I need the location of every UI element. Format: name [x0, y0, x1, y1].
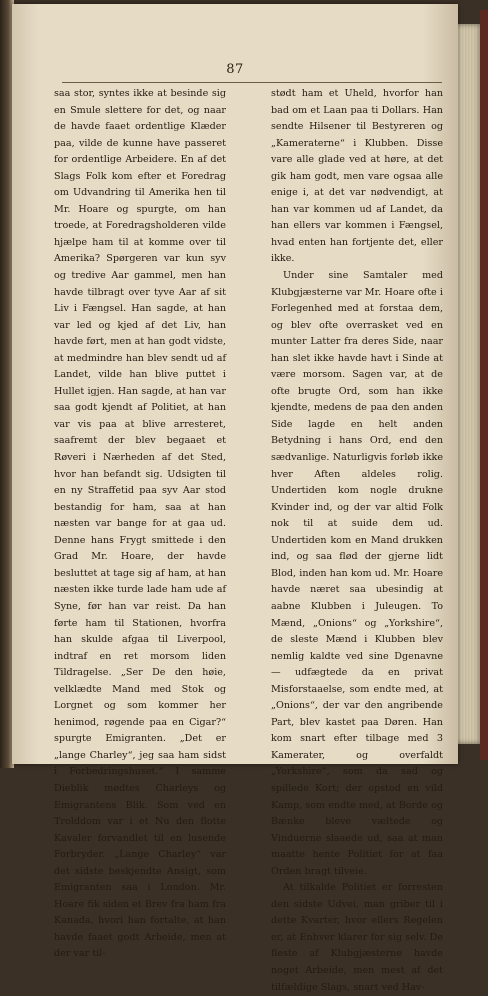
paragraph: saa stor, syntes ikke at besinde sig en Smule slettere for det, og naar de havde faaet ordentlige Klæder paa, vilde de kunne have passeret for ordentlige Arbeidere. En af det Slags Folk kom efter et Foredrag om Udvandring til Amerika hen til Mr. Hoare og spurgte, om han troede, at Foredragsholderen vilde hjælpe ham til at komme over til Amerika? Spørgeren var kun syv og tredive Aar gammel, men han havde tilbragt over tyve Aar af sit Liv i Fængsel. Han sagde, at han var led og kjed af det Liv, han havde ført, men at han godt vidste, at medmindre han blev sendt ud af Landet, vilde han blive puttet i Hullet igjen. Han sagde, at han var saa godt kjendt af Politiet, at han var vis paa at blive arresteret, saafremt der blev begaaet et Røveri i Nærheden af det Sted, hvor han befandt sig. Udsigten til en ny Straffetid paa syv Aar stod bestandig for ham, saa at han næsten var bange for at gaa ud. Denne hans Frygt smittede i den Grad Mr. Hoare, der havde besluttet at tage sig af ham, at han næsten ikke turde lade ham ude af Syne, før han var reist. Da han førte ham til Stationen, hvorfra han skulde afgaa til Liverpool, indtraf en ret morsom liden Tildragelse. „Ser De den høie, velklædte Mand med Stok og Lorgnet og som kommer her henimod, røgende paa en Cigar?“ spurgte Emigranten. „Det er „lange Charley“, jeg saa ham sidst i Forbedringshuset.“ I samme Dieblik mødtes Charleys og Emigrantens Blik. Som ved en Trolddom var i et Nu den flotte Kavaler forvandlet til en lusende Forbryder. „Lange Charley“ var det sidste beskjendte Ansigt, som Emigranten saa i London. Mr. Hoare fik siden et Brev fra ham fra Kanada, hvori han fortalte, at han havde faaet godt Arbeide, men at der var til-	[54, 88, 226, 960]
book-page	[12, 4, 458, 993]
left-column	[54, 86, 226, 963]
paragraph: At tilkalde Politiet er forresten den sidste Udvei, man griber til i dette Kvarter, hvor ellers Regelen er, at Enhver klarer for sig selv. De fleste af Klubgjæsterne havde noget Arbeide, men mest af det tilfældige Slags, snart ved Hav-	[271, 882, 443, 993]
paragraph: Under sine Samtaler med Klubgjæsterne var Mr. Hoare ofte i Forlegenhed med at forstaa dem, og blev ofte overrasket ved en munter Latter fra deres Side, naar han slet ikke havde havt i Sinde at være morsom. Sagen var, at de ofte brugte Ord, som han ikke kjendte, medens de paa den anden Side lagde en helt anden Betydning i hans Ord, end den sædvanlige. Naturligvis forløb ikke hver Aften aldeles rolig. Undertiden kom nogle drukne Kvinder ind, og der var altid Folk nok til at suide dem ud. Undertiden kom en Mand drukken ind, og saa flød der gjerne lidt Blod, inden han kom ud. Mr. Hoare havde næret saa ubesindig at aabne Klubben i Juleugen. To Mænd, „Onions“ og „Yorkshire“, de sleste Mænd i Klubben blev nemlig kaldte ved sine Dgenavne — udfægtede da en privat Misforstaaelse, som endte med, at „Onions“, der var den angribende Part, blev kastet paa Døren. Han kom snart efter tilbage med 3 Kamerater, og overfaldt „Yorkshire“, som da sad og spillede Kort; der opstod en vild Kamp, som endte med, at Borde og Bænke bleve væltede og Vinduerne slaaede ud, saa at man maatte hente Politiet for at faa Orden bragt tilveie.	[271, 270, 443, 877]
right-column	[271, 86, 443, 996]
page-number: 87	[226, 62, 244, 77]
paragraph: stødt ham et Uheld, hvorfor han bad om et Laan paa ti Dollars. Han sendte Hilsener til Bestyreren og „Kameraterne“ i Klubben. Disse vare alle glade ved at høre, at det gik ham godt, men vare ogsaa alle enige i, at det var nødvendigt, at han var kommen ud af Landet, da han ellers var kommen i Fængsel, hvad enten han fortjente det, eller ikke.	[271, 88, 443, 265]
book-cover-edge	[480, 10, 488, 760]
header-rule	[62, 82, 442, 83]
